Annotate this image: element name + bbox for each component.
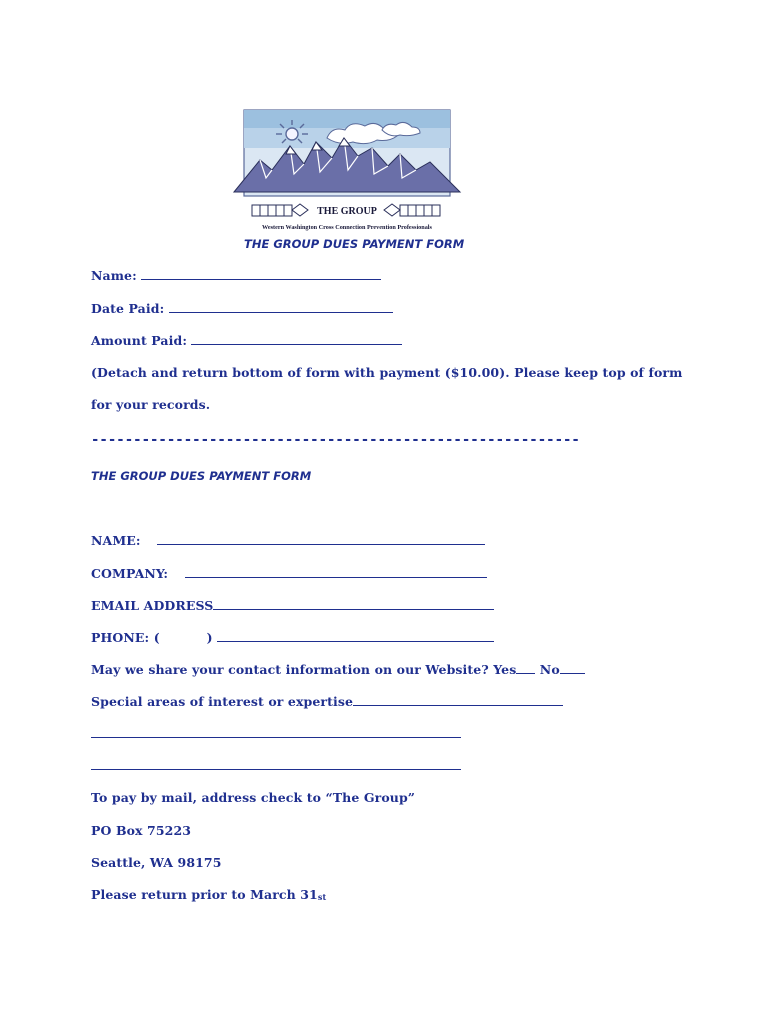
amount-paid-field[interactable]	[191, 333, 402, 345]
logo-subtitle: Western Washington Cross Connection Prevention Professionals	[262, 224, 432, 231]
share-row	[91, 662, 585, 677]
bottom-form-title: THE GROUP DUES PAYMENT FORM	[91, 469, 312, 483]
city-state-zip: Seattle, WA 98175	[91, 855, 222, 870]
mail-instructions: To pay by mail, address check to “The Group”	[91, 790, 416, 805]
top-amount-paid-row	[91, 333, 402, 348]
interest-field[interactable]	[353, 694, 563, 706]
top-form-title: THE GROUP DUES PAYMENT FORM	[244, 237, 465, 251]
interest-line-3	[91, 758, 461, 773]
company-row	[91, 566, 487, 581]
detach-cut-line: ----------------------------------------------------------	[91, 432, 580, 448]
logo-name: THE GROUP	[317, 206, 377, 217]
share-question: May we share your contact information on our Website? Yes	[91, 662, 517, 677]
top-name-row	[91, 268, 381, 283]
phone-number-field[interactable]	[217, 630, 494, 642]
phone-area-code-field[interactable]	[164, 630, 202, 642]
interest-field-3[interactable]	[91, 758, 461, 770]
email-label: EMAIL ADDRESS	[91, 598, 214, 613]
date-paid-field[interactable]	[169, 301, 393, 313]
share-no-label: No	[539, 662, 560, 677]
bottom-name-field[interactable]	[157, 533, 485, 545]
email-field[interactable]	[213, 598, 494, 610]
phone-row	[91, 630, 494, 645]
amount-paid-label: Amount Paid:	[91, 333, 188, 348]
interest-field-2[interactable]	[91, 726, 461, 738]
top-date-paid-row	[91, 301, 393, 316]
interest-row	[91, 694, 563, 709]
po-box: PO Box 75223	[91, 823, 192, 838]
top-name-field[interactable]	[141, 268, 381, 280]
logo-band-left	[252, 204, 308, 216]
interest-label: Special areas of interest or expertise	[91, 694, 354, 709]
detach-note-line1: (Detach and return bottom of form with payment ($10.00). Please keep top of form	[91, 365, 683, 380]
logo-band-right	[384, 204, 440, 216]
email-row	[91, 598, 494, 613]
the-group-logo	[232, 108, 462, 232]
return-deadline-suffix: st	[317, 892, 327, 902]
top-name-label: Name:	[91, 268, 137, 283]
company-field[interactable]	[185, 566, 487, 578]
company-label: COMPANY:	[91, 566, 169, 581]
bottom-name-row	[91, 533, 485, 548]
interest-line-2	[91, 726, 461, 741]
return-deadline	[91, 887, 326, 902]
phone-close-paren: )	[206, 630, 213, 645]
share-yes-field[interactable]	[516, 662, 535, 674]
share-no-field[interactable]	[560, 662, 585, 674]
phone-label: PHONE: (	[91, 630, 160, 645]
bottom-name-label: NAME:	[91, 533, 141, 548]
date-paid-label: Date Paid:	[91, 301, 165, 316]
return-deadline-text: Please return prior to March 31	[91, 887, 318, 902]
detach-note-line2: for your records.	[91, 397, 211, 412]
